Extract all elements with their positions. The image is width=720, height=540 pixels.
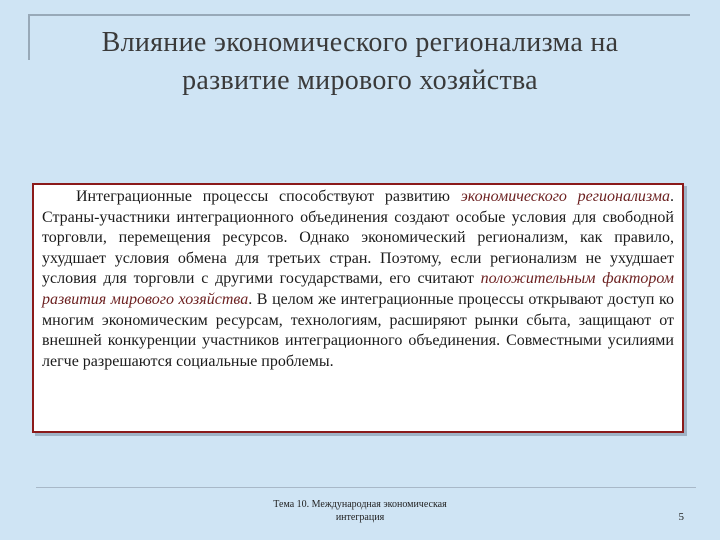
body-paragraph <box>42 187 674 372</box>
title-line-2: развитие мирового хозяйства <box>182 65 538 96</box>
footer-line-1: Тема 10. Международная экономическая <box>273 499 447 510</box>
emphasis-economic-regionalism: экономического регионализма <box>460 188 670 205</box>
body-text-part-3: . В целом же интеграционные процессы открывают доступ ко многим экономическим ресурсам, технологиям, расширяют рынки сбыта, защищают от внешней конкуренции участников интеграционного объединения. Совместными усилиями легче разрешаются социальные проблемы. <box>42 290 675 370</box>
page-number: 5 <box>678 511 684 523</box>
body-text-part-1: Интеграционные процессы способствуют развитию <box>76 188 461 205</box>
title-line-1: Влияние экономического регионализма на <box>101 27 619 58</box>
footer-line-2: интеграция <box>335 512 385 523</box>
emphasis-positive-factor: положительным фактором развития мирового хозяйства <box>42 270 674 308</box>
footer-topic <box>250 498 470 524</box>
slide-title <box>40 24 680 100</box>
body-text-part-2: . Страны-участники интеграционного объединения создают особые условия для свободной торговли, перемещения ресурсов. Однако экономический регионализм, как правило, ухудшает условия обмена для третьих стран. Поэтому, если регионализм не ухудшает условия для торговли с другими государствами, его считают <box>42 188 674 288</box>
body-text-box <box>32 183 684 433</box>
footer-divider <box>36 487 696 488</box>
